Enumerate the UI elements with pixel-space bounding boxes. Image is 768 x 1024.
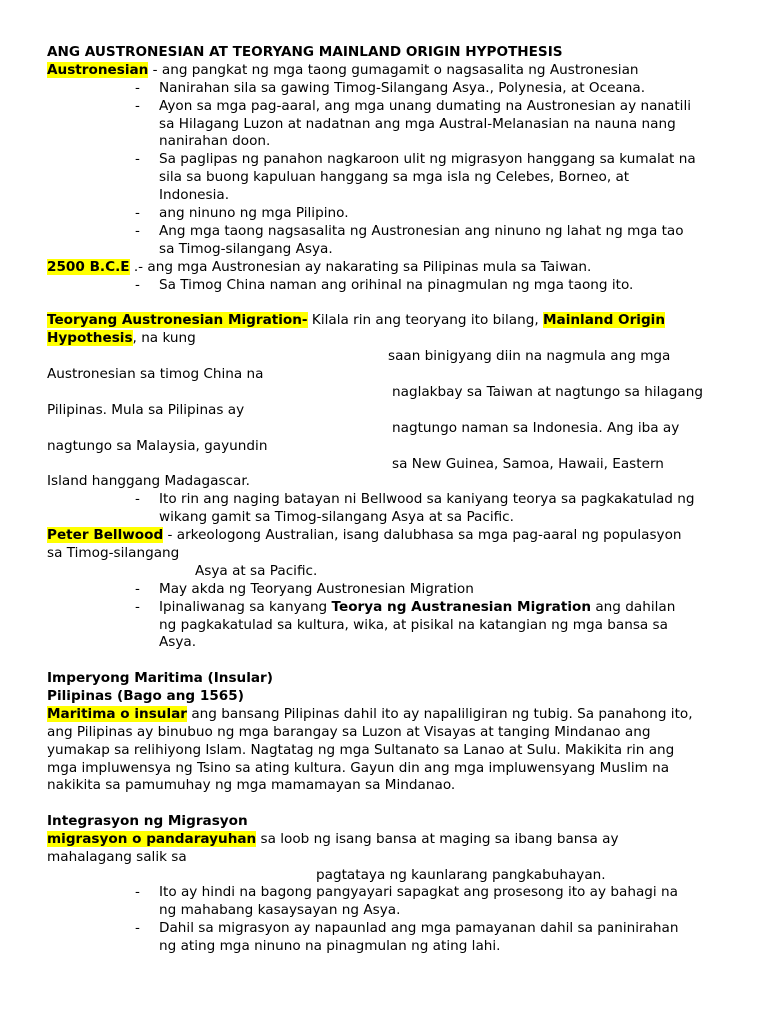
bold-text: Integrasyon ng Migrasyon: [47, 813, 248, 829]
text-line: [47, 812, 248, 830]
text-line: [159, 222, 684, 240]
text-span: Nanirahan sila sa gawing Timog-Silangang Asya., Polynesia, at Oceana.: [159, 80, 646, 96]
text-span: - ang pangkat ng mga taong gumagamit o nagsasalita ng Austronesian: [148, 62, 639, 78]
text-span: sa Timog-silangang: [47, 545, 180, 561]
text-line: [392, 419, 679, 437]
highlighted-term: Hypothesis: [47, 330, 133, 346]
text-span: Austronesian sa timog China na: [47, 366, 264, 382]
text-span: - arkeologong Australian, isang dalubhasa sa mga pag-aaral ng populasyon: [163, 527, 682, 543]
bold-text: Teorya ng Austranesian Migration: [331, 599, 592, 615]
text-span: naglakbay sa Taiwan at nagtungo sa hilagang: [392, 384, 703, 400]
text-line: [159, 150, 696, 168]
text-line: [159, 901, 400, 919]
text-line: [392, 383, 703, 401]
text-line: [47, 526, 682, 544]
bold-text: ANG AUSTRONESIAN AT TEORYANG MAINLAND ORIGIN HYPOTHESIS: [47, 44, 563, 60]
bullet-dash: -: [135, 920, 140, 936]
highlighted-term: Peter Bellwood: [47, 527, 164, 543]
highlighted-term: Austronesian: [47, 62, 149, 78]
text-line: [159, 919, 678, 937]
text-span: wikang gamit sa Timog-silangang Asya at sa Pacific.: [159, 509, 514, 525]
bullet-dash: -: [135, 80, 140, 96]
bullet-dash: -: [135, 151, 140, 167]
highlighted-term: Teoryang Austronesian Migration-: [47, 312, 308, 328]
text-line: [47, 723, 651, 741]
text-line: [47, 830, 619, 848]
text-span: Ipinaliwanag sa kanyang: [159, 599, 332, 615]
text-line: [159, 79, 645, 97]
text-line: [47, 759, 669, 777]
text-span: Ayon sa mga pag-aaral, ang mga unang dumating na Austronesian ay nanatili: [159, 98, 692, 114]
text-span: sa New Guinea, Samoa, Hawaii, Eastern: [392, 456, 664, 472]
text-line: [195, 562, 317, 580]
text-span: nagtungo sa Malaysia, gayundin: [47, 438, 268, 454]
text-span: Indonesia.: [159, 187, 230, 203]
text-span: Island hanggang Madagascar.: [47, 473, 251, 489]
text-line: [159, 598, 675, 616]
text-span: ng pagkakatulad sa kultura, wika, at pisikal na katangian ng mga bansa sa: [159, 617, 668, 633]
text-line: [47, 437, 267, 455]
text-line: [47, 687, 244, 705]
text-line: [47, 258, 591, 276]
text-line: [47, 669, 273, 687]
text-span: Asya at sa Pacific.: [195, 563, 318, 579]
bullet-dash: -: [135, 599, 140, 615]
text-span: sa Hilagang Luzon at nadatnan ang mga Austral-Melanasian na nauna nang: [159, 116, 676, 132]
text-span: ang bansang Pilipinas dahil ito ay napaliligiran ng tubig. Sa panahong ito,: [187, 706, 693, 722]
text-span: Asya.: [159, 634, 197, 650]
text-span: Ito ay hindi na bagong pangyayari sapagkat ang prosesong ito ay bahagi na: [159, 884, 678, 900]
text-line: [159, 508, 514, 526]
text-line: [159, 580, 474, 598]
text-line: [47, 848, 187, 866]
highlighted-term: Mainland Origin: [543, 312, 666, 328]
text-line: [47, 776, 455, 794]
text-line: [159, 276, 633, 294]
text-span: ang ninuno ng mga Pilipino.: [159, 205, 349, 221]
bullet-dash: -: [135, 98, 140, 114]
bullet-dash: -: [135, 205, 140, 221]
text-span: , na kung: [132, 330, 196, 346]
bold-text: Pilipinas (Bago ang 1565): [47, 688, 244, 704]
text-span: ng mahabang kasaysayan ng Asya.: [159, 902, 401, 918]
text-span: .- ang mga Austronesian ay nakarating sa Pilipinas mula sa Taiwan.: [129, 259, 592, 275]
text-line: [159, 168, 629, 186]
text-span: nagtungo naman sa Indonesia. Ang iba ay: [392, 420, 680, 436]
text-line: [159, 97, 691, 115]
text-line: [388, 347, 670, 365]
text-span: nanirahan doon.: [159, 133, 271, 149]
text-line: [47, 544, 179, 562]
text-line: [159, 186, 229, 204]
text-line: [47, 61, 639, 79]
text-span: ng ating mga ninuno na pinagmulan ng ating lahi.: [159, 938, 501, 954]
text-line: [47, 329, 196, 347]
text-span: saan binigyang diin na nagmula ang mga: [388, 348, 671, 364]
text-span: Ang mga taong nagsasalita ng Austronesian ang ninuno ng lahat ng mga tao: [159, 223, 684, 239]
text-line: [47, 311, 665, 329]
text-span: May akda ng Teoryang Austronesian Migration: [159, 581, 474, 597]
text-span: nakikita sa pamumuhay ng mga mamamayan sa Mindanao.: [47, 777, 456, 793]
text-span: pagtataya ng kaunlarang pangkabuhayan.: [316, 867, 606, 883]
text-line: [159, 633, 196, 651]
text-span: Sa paglipas ng panahon nagkaroon ulit ng migrasyon hanggang sa kumalat na: [159, 151, 696, 167]
highlighted-term: migrasyon o pandarayuhan: [47, 831, 257, 847]
text-line: [47, 705, 693, 723]
text-line: [47, 365, 263, 383]
text-line: [159, 115, 676, 133]
text-span: Ito rin ang naging batayan ni Bellwood sa kaniyang teorya sa pagkakatulad ng: [159, 491, 695, 507]
bullet-dash: -: [135, 581, 140, 597]
text-line: [159, 204, 349, 222]
text-span: mga impluwensya ng Tsino sa ating kultura. Gayun din ang mga impluwensyang Muslim na: [47, 760, 670, 776]
text-line: [159, 132, 270, 150]
bullet-dash: -: [135, 223, 140, 239]
bullet-dash: -: [135, 491, 140, 507]
bold-text: Imperyong Maritima (Insular): [47, 670, 273, 686]
highlighted-term: Maritima o insular: [47, 706, 188, 722]
text-line: [159, 937, 501, 955]
text-line: [316, 866, 606, 884]
bullet-dash: -: [135, 884, 140, 900]
text-line: [47, 472, 250, 490]
text-line: [47, 401, 244, 419]
text-span: ang dahilan: [591, 599, 676, 615]
text-line: [47, 43, 563, 61]
text-span: Dahil sa migrasyon ay napaunlad ang mga pamayanan dahil sa paninirahan: [159, 920, 679, 936]
text-span: Pilipinas. Mula sa Pilipinas ay: [47, 402, 245, 418]
text-span: Kilala rin ang teoryang ito bilang,: [307, 312, 544, 328]
text-span: sa Timog-silangang Asya.: [159, 241, 333, 257]
text-line: [159, 240, 333, 258]
text-span: mahalagang salik sa: [47, 849, 187, 865]
bullet-dash: -: [135, 277, 140, 293]
highlighted-term: 2500 B.C.E: [47, 259, 130, 275]
text-line: [159, 490, 695, 508]
text-line: [47, 741, 674, 759]
text-span: Sa Timog China naman ang orihinal na pinagmulan ng mga taong ito.: [159, 277, 634, 293]
text-line: [159, 616, 668, 634]
text-span: ang Pilipinas ay binubuo ng mga barangay sa Luzon at Visayas at tanging Mindanao ang: [47, 724, 651, 740]
text-line: [392, 455, 664, 473]
text-span: sila sa buong kapuluan hanggang sa mga isla ng Celebes, Borneo, at: [159, 169, 630, 185]
text-span: yumakap sa relihiyong Islam. Nagtatag ng mga Sultanato sa Lanao at Sulu. Makikita rin ang: [47, 742, 675, 758]
text-span: sa loob ng isang bansa at maging sa ibang bansa ay: [256, 831, 619, 847]
text-line: [159, 883, 678, 901]
